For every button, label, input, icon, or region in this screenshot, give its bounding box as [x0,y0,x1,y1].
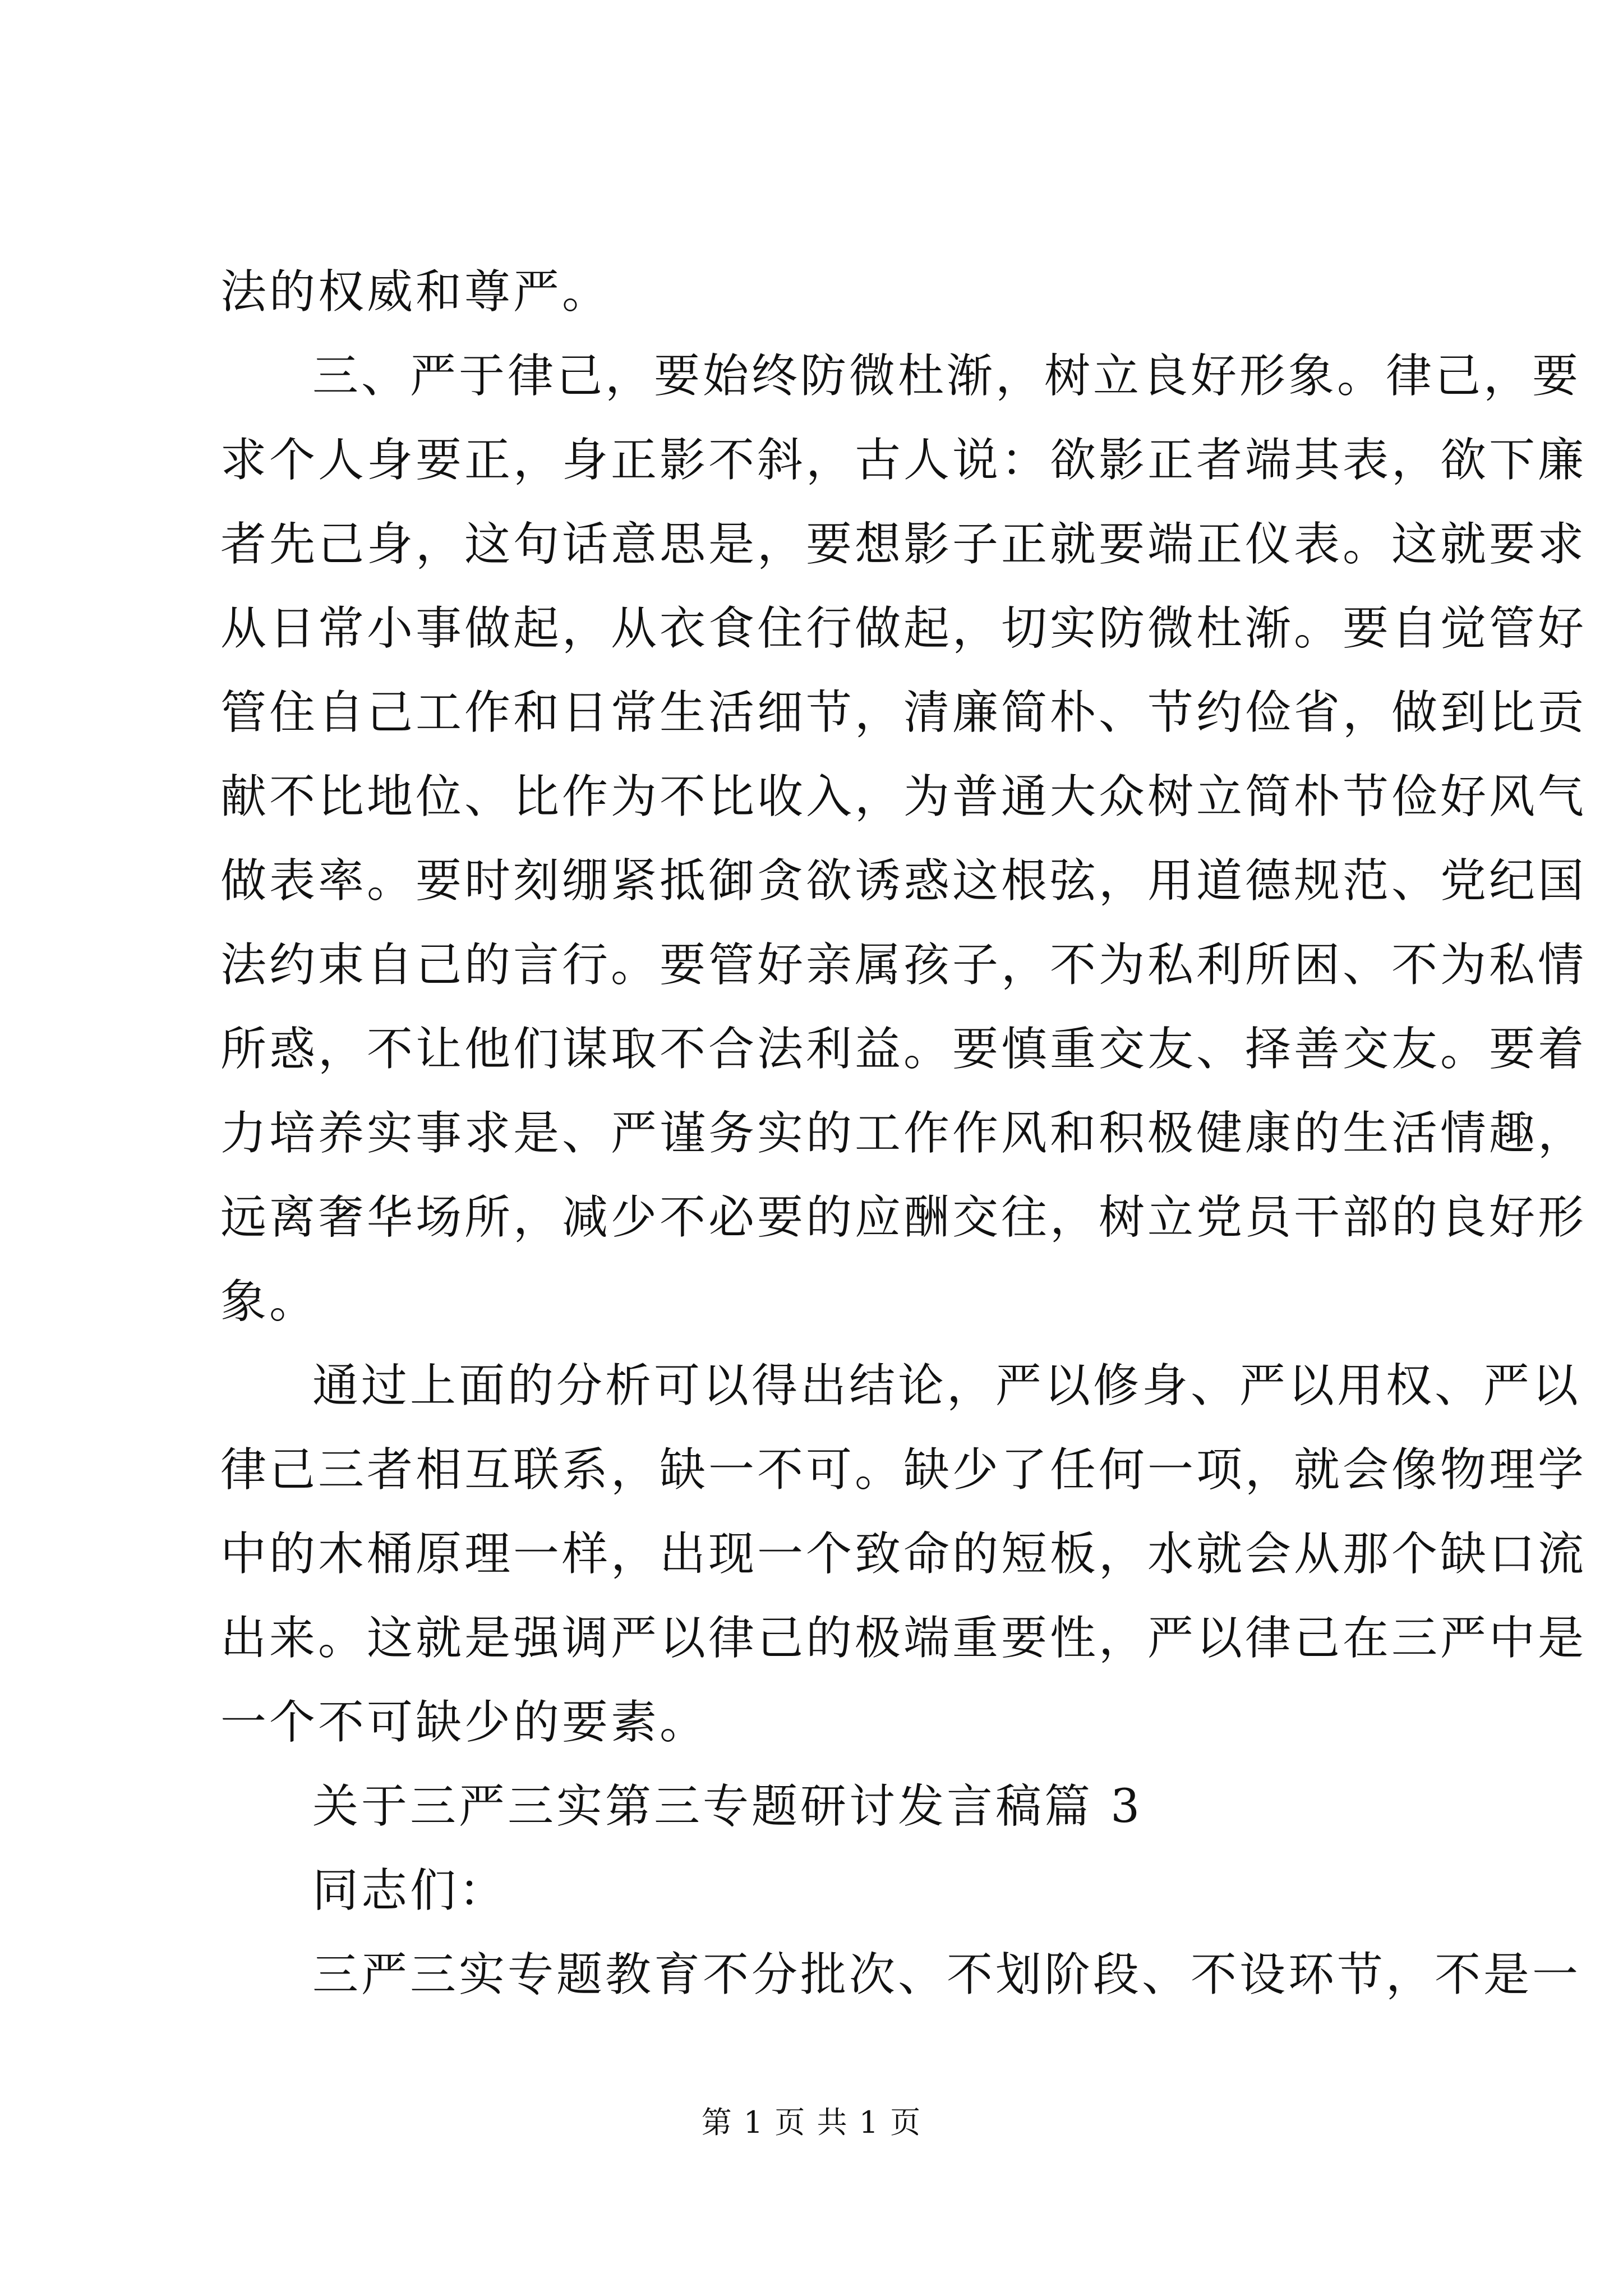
text-line: 所惑，不让他们谋取不合法利益。要慎重交友、择善交友。要着 [220,1023,1587,1076]
text-line: 管住自己工作和日常生活细节，清廉简朴、节约俭省，做到比贡 [220,686,1587,739]
text-line: 中的木桶原理一样，出现一个致命的短板，水就会从那个缺口流 [220,1527,1587,1581]
text-line: 远离奢华场所，减少不必要的应酬交往，树立党员干部的良好形 [220,1191,1587,1244]
text-line: 献不比地位、比作为不比收入，为普通大众树立简朴节俭好风气 [220,770,1587,823]
page-footer: 第 1 页 共 1 页 [701,2105,922,2140]
text-line: 一个不可缺少的要素。 [220,1696,709,1749]
text-line: 法约束自己的言行。要管好亲属孩子，不为私利所困、不为私情 [220,938,1587,992]
salutation: 同志们： [312,1864,508,1917]
text-line: 通过上面的分析可以得出结论，严以修身、严以用权、严以 [312,1359,1581,1412]
text-line: 律己三者相互联系，缺一不可。缺少了任何一项，就会像物理学 [220,1443,1587,1497]
text-line: 出来。这就是强调严以律己的极端重要性，严以律己在三严中是 [220,1612,1587,1665]
text-line: 求个人身要正，身正影不斜，古人说：欲影正者端其表，欲下廉 [220,434,1587,487]
text-line: 者先己身，这句话意思是，要想影子正就要端正仪表。这就要求 [220,518,1587,571]
text-line: 法的权威和尊严。 [220,265,611,319]
text-line: 三、严于律己，要始终防微杜渐，树立良好形象。律己，要 [312,349,1581,403]
text-line: 三严三实专题教育不分批次、不划阶段、不设环节，不是一 [312,1948,1581,2001]
section-heading: 关于三严三实第三专题研讨发言稿篇 3 [312,1780,1143,1833]
text-line: 力培养实事求是、严谨务实的工作作风和积极健康的生活情趣， [220,1107,1587,1160]
text-line: 从日常小事做起，从衣食住行做起，切实防微杜渐。要自觉管好 [220,602,1587,655]
text-line: 象。 [220,1275,319,1328]
text-line: 做表率。要时刻绷紧抵御贪欲诱惑这根弦，用道德规范、党纪国 [220,854,1587,908]
